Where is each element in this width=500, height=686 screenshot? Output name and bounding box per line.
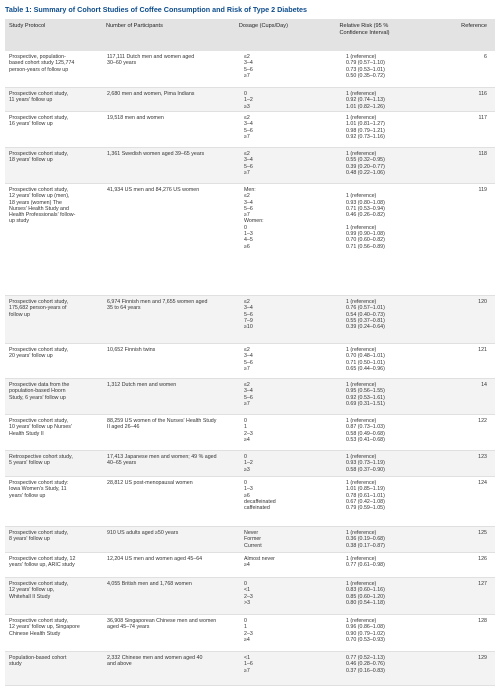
relative-risk-cell: 1 (reference) 0.93 (0.73–1.19) 0.58 (0.37–0.90) bbox=[346, 454, 385, 473]
reference-cell: 129 bbox=[478, 655, 487, 661]
table-row bbox=[5, 51, 495, 88]
cohort-studies-table bbox=[5, 19, 495, 686]
table-row bbox=[5, 112, 495, 148]
relative-risk-cell: 1 (reference) 0.96 (0.86–1.08) 0.90 (0.79–1.02) 0.70 (0.53–0.93) bbox=[346, 618, 385, 643]
participants-cell: 12,204 US men and women aged 45–64 bbox=[107, 556, 203, 562]
reference-cell: 128 bbox=[478, 618, 487, 624]
table-row bbox=[5, 527, 495, 553]
reference-cell: 120 bbox=[478, 299, 487, 305]
study-protocol-cell: Prospective cohort study, 10 years' follow up Nurses' Health Study II bbox=[9, 418, 72, 437]
table-row bbox=[5, 553, 495, 578]
relative-risk-cell: 1 (reference) 0.87 (0.73–1.03) 0.58 (0.49–0.68) 0.53 (0.41–0.68) bbox=[346, 418, 385, 443]
table-body bbox=[5, 51, 495, 686]
relative-risk-cell: 1 (reference) 0.83 (0.60–1.16) 0.85 (0.60–1.20) 0.80 (0.54–1.18) bbox=[346, 581, 385, 606]
dosage-cell: ≤2 3–4 5–6 7–9 ≥10 bbox=[244, 299, 253, 331]
reference-cell: 121 bbox=[478, 347, 487, 353]
relative-risk-cell: 1 (reference) 0.55 (0.32–0.95) 0.39 (0.20–0.77) 0.48 (0.22–1.06) bbox=[346, 151, 385, 176]
study-protocol-cell: Prospective cohort study, 12 years' follow up, Singapore Chinese Health Study bbox=[9, 618, 80, 637]
dosage-cell: ≤2 3–4 5–6 ≥7 bbox=[244, 54, 253, 79]
table-row bbox=[5, 451, 495, 477]
study-protocol-cell: Prospective cohort study, 18 years' follow up bbox=[9, 151, 69, 164]
participants-cell: 88,259 US women of the Nurses' Health Study II aged 26–46 bbox=[107, 418, 217, 431]
study-protocol-cell: Prospective cohort study, 20 years' follow up bbox=[9, 347, 69, 360]
study-protocol-cell: Population-based cohort study bbox=[9, 655, 67, 668]
participants-cell: 1,312 Dutch men and women bbox=[107, 382, 177, 388]
table-row bbox=[5, 344, 495, 379]
table-row bbox=[5, 615, 495, 652]
relative-risk-cell: 1 (reference) 0.76 (0.57–1.01) 0.54 (0.40–0.73) 0.55 (0.37–0.81) 0.39 (0.24–0.64) bbox=[346, 299, 385, 331]
relative-risk-cell: 1 (reference) 0.36 (0.19–0.68) 0.38 (0.17–0.87) bbox=[346, 530, 385, 549]
participants-cell: 117,111 Dutch men and women aged 30–60 years bbox=[107, 54, 195, 67]
table-row bbox=[5, 415, 495, 451]
participants-cell: 36,908 Singaporean Chinese men and women aged 45–74 years bbox=[107, 618, 217, 631]
participants-cell: 1,361 Swedish women aged 39–65 years bbox=[107, 151, 205, 157]
reference-cell: 122 bbox=[478, 418, 487, 424]
dosage-cell: 0 1–3 ≥6 decaffeinated caffeinated bbox=[244, 480, 276, 512]
reference-cell: 125 bbox=[478, 530, 487, 536]
reference-cell: 14 bbox=[481, 382, 487, 388]
dosage-cell: Almost never ≥4 bbox=[244, 556, 275, 569]
relative-risk-cell: 0.77 (0.52–1.13) 0.46 (0.28–0.76) 0.37 (0.16–0.83) bbox=[346, 655, 385, 674]
study-protocol-cell: Prospective cohort study, 11 years' follow up bbox=[9, 91, 69, 104]
dosage-cell: 0 1–2 ≥3 bbox=[244, 454, 253, 473]
study-protocol-cell: Prospective cohort study, 16 years' follow up bbox=[9, 115, 69, 128]
header-participants: Number of Participants bbox=[106, 23, 163, 29]
table-row bbox=[5, 88, 495, 112]
study-protocol-cell: Prospective cohort study, 12 years' follow up, ARIC study bbox=[9, 556, 76, 569]
reference-cell: 124 bbox=[478, 480, 487, 486]
participants-cell: 2,680 men and women, Pima Indians bbox=[107, 91, 195, 97]
participants-cell: 6,974 Finnish men and 7,655 women aged 35 to 64 years bbox=[107, 299, 208, 312]
relative-risk-cell: 1 (reference) 0.77 (0.61–0.98) bbox=[346, 556, 385, 569]
relative-risk-cell: 1 (reference) 0.92 (0.74–1.13) 1.01 (0.82–1.26) bbox=[346, 91, 385, 110]
dosage-cell: Men: ≤2 3–4 5–6 ≥7 Women: 0 1–3 4–5 ≥6 bbox=[244, 187, 264, 250]
table-row bbox=[5, 296, 495, 344]
table-header bbox=[5, 19, 495, 51]
reference-cell: 127 bbox=[478, 581, 487, 587]
reference-cell: 118 bbox=[478, 151, 487, 157]
participants-cell: 19,518 men and women bbox=[107, 115, 164, 121]
reference-cell: 116 bbox=[478, 91, 487, 97]
relative-risk-cell: 1 (reference) 0.70 (0.48–1.01) 0.71 (0.50–1.01) 0.65 (0.44–0.96) bbox=[346, 347, 385, 372]
dosage-cell: 0 1–2 ≥3 bbox=[244, 91, 253, 110]
study-protocol-cell: Retrospective cohort study, 5 years' follow up bbox=[9, 454, 73, 467]
study-protocol-cell: Prospective cohort study, 12 years' follow up (men), 18 years (women) The Nurses' Health Study and Health Professionals' follow- up study bbox=[9, 187, 76, 225]
participants-cell: 41,934 US men and 84,276 US women bbox=[107, 187, 200, 193]
reference-cell: 119 bbox=[478, 187, 487, 193]
participants-cell: 4,055 British men and 1,768 women bbox=[107, 581, 192, 587]
dosage-cell: ≤2 3–4 5–6 ≥7 bbox=[244, 347, 253, 372]
table-row bbox=[5, 379, 495, 415]
table-row bbox=[5, 184, 495, 296]
table-row bbox=[5, 148, 495, 184]
study-protocol-cell: Prospective cohort study, 8 years' follow up bbox=[9, 530, 69, 543]
dosage-cell: ≤2 3–4 5–6 ≥7 bbox=[244, 115, 253, 140]
reference-cell: 126 bbox=[478, 556, 487, 562]
participants-cell: 28,812 US post-menopausal women bbox=[107, 480, 193, 486]
study-protocol-cell: Prospective, population- based cohort study 125,774 person-years of follow up bbox=[9, 54, 75, 73]
participants-cell: 10,652 Finnish twins bbox=[107, 347, 156, 353]
reference-cell: 6 bbox=[484, 54, 487, 60]
relative-risk-cell: 1 (reference) 0.93 (0.80–1.08) 0.71 (0.53–0.94) 0.46 (0.26–0.82) 1 (reference) 0.99 (0.90–1.08) 0.70 (0.60–0.82) 0.71 (0.56–0.89) bbox=[346, 193, 385, 250]
participants-cell: 17,413 Japanese men and women; 49 % aged 40–65 years bbox=[107, 454, 217, 467]
relative-risk-cell: 1 (reference) 1.01 (0.85–1.19) 0.78 (0.61–1.01) 0.67 (0.42–1.08) 0.79 (0.59–1.05) bbox=[346, 480, 385, 512]
table-row bbox=[5, 652, 495, 686]
study-protocol-cell: Prospective cohort study: Iowa Women's Study, 11 years' follow up bbox=[9, 480, 69, 499]
reference-cell: 117 bbox=[478, 115, 487, 121]
study-protocol-cell: Prospective cohort study, 175,682 person-years of follow up bbox=[9, 299, 69, 318]
participants-cell: 2,332 Chinese men and women aged 40 and above bbox=[107, 655, 203, 668]
reference-cell: 123 bbox=[478, 454, 487, 460]
dosage-cell: 0 1 2–3 ≥4 bbox=[244, 418, 253, 443]
study-protocol-cell: Prospective data from the population-based Hoorn Study, 6 years' follow up bbox=[9, 382, 70, 401]
dosage-cell: ≤2 3–4 5–6 ≥7 bbox=[244, 151, 253, 176]
table-title: Table 1: Summary of Cohort Studies of Coffee Consumption and Risk of Type 2 Diabetes bbox=[5, 5, 308, 14]
participants-cell: 910 US adults aged ≥50 years bbox=[107, 530, 179, 536]
relative-risk-cell: 1 (reference) 0.95 (0.56–1.55) 0.92 (0.53–1.61) 0.69 (0.31–1.51) bbox=[346, 382, 385, 407]
dosage-cell: 0 1 2–3 ≥4 bbox=[244, 618, 253, 643]
study-protocol-cell: Prospective cohort study, 12 years' follow up, Whitehall II Study bbox=[9, 581, 69, 600]
header-relative-risk: Relative Risk (95 % Confidence Interval) bbox=[339, 23, 390, 36]
dosage-cell: 0 <1 2–3 >3 bbox=[244, 581, 253, 606]
table-row bbox=[5, 477, 495, 527]
dosage-cell: Never Former Current bbox=[244, 530, 262, 549]
table-row bbox=[5, 578, 495, 615]
relative-risk-cell: 1 (reference) 0.79 (0.57–1.10) 0.73 (0.53–1.01) 0.50 (0.35–0.72) bbox=[346, 54, 385, 79]
header-reference: Reference bbox=[461, 23, 487, 29]
header-study-protocol: Study Protocol bbox=[9, 23, 46, 29]
header-dosage: Dosage (Cups/Day) bbox=[238, 23, 288, 29]
dosage-cell: ≤2 3–4 5–6 ≥7 bbox=[244, 382, 253, 407]
dosage-cell: <1 1–6 ≥7 bbox=[244, 655, 253, 674]
relative-risk-cell: 1 (reference) 1.01 (0.81–1.27) 0.98 (0.79–1.21) 0.92 (0.73–1.16) bbox=[346, 115, 385, 140]
